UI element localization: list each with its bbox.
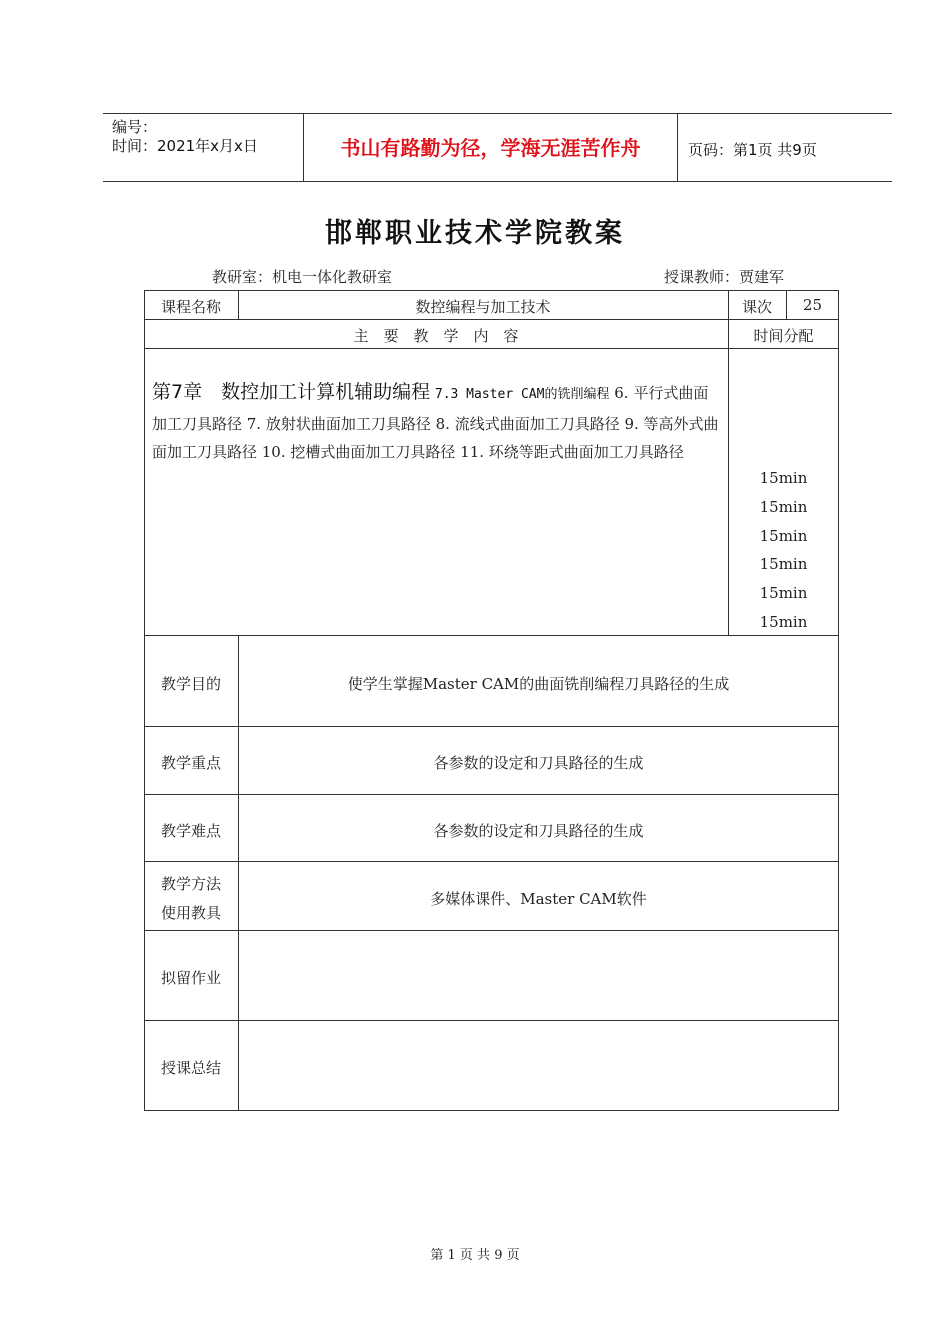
teaching-content <box>152 378 722 467</box>
difficulty-value: 各参数的设定和刀具路径的生成 <box>433 822 644 840</box>
chapter-title: 第7章 数控加工计算机辅助编程 <box>152 381 431 403</box>
homework-label: 拟留作业 <box>160 969 221 987</box>
row-rule-key-point <box>144 794 839 795</box>
course-name-label: 课程名称 <box>160 298 221 316</box>
department-label: 教研室：机电一体化教研室 <box>212 268 393 286</box>
time-item: 15min <box>759 526 808 545</box>
motto-banner: 书山有路勤为径，学海无涯苦作舟 <box>340 136 641 160</box>
time-item: 15min <box>759 612 808 631</box>
difficulty-label: 教学难点 <box>160 822 221 840</box>
session-label: 课次 <box>741 298 772 316</box>
time-item: 15min <box>759 555 808 574</box>
teacher-label: 授课教师：贾建军 <box>664 268 785 286</box>
col-rule-row-labels <box>238 635 239 1111</box>
course-name-value: 数控编程与加工技术 <box>415 298 551 316</box>
summary-label: 授课总结 <box>160 1059 221 1077</box>
time-allocation-header: 时间分配 <box>753 327 814 345</box>
time-item: 15min <box>759 584 808 603</box>
time-item: 15min <box>759 469 808 487</box>
key-point-label: 教学重点 <box>160 754 221 772</box>
header-divider-right <box>677 113 678 181</box>
session-number: 25 <box>802 296 823 314</box>
row-rule-objective <box>144 726 839 727</box>
page-footer: 第 1 页 共 9 页 <box>430 1248 520 1263</box>
time-allocation-list <box>728 464 839 637</box>
header-top-rule <box>103 113 892 114</box>
section-title: 7.3 Master CAM的铣削编程 <box>434 387 610 402</box>
key-point-value: 各参数的设定和刀具路径的生成 <box>433 754 644 772</box>
objective-label: 教学目的 <box>160 675 221 693</box>
page-indicator: 页码：第1页 共9页 <box>688 141 817 159</box>
method-label: 教学方法 <box>160 875 221 893</box>
row-rule-method <box>144 930 839 931</box>
row-rule-course <box>144 319 839 320</box>
main-content-header: 主 要 教 学 内 容 <box>353 327 519 345</box>
header-bottom-rule <box>103 181 892 182</box>
row-rule-homework <box>144 1020 839 1021</box>
time-item: 15min <box>759 497 808 516</box>
row-rule-content-header <box>144 348 839 349</box>
row-rule-difficulty <box>144 861 839 862</box>
page-title: 邯郸职业技术学院教案 <box>325 218 625 249</box>
content-body: 6. 平行式曲面加工刀具路径 7. 放射状曲面加工刀具路径 8. 流线式曲面加工刀具路径 9. 等高外式曲面加工刀具路径 10. 挖槽式曲面加工刀具路径 11. 环绕等距式曲面加工刀具路径 <box>152 384 719 461</box>
doc-time-label: 时间：2021年x月x日 <box>112 137 258 155</box>
tools-label: 使用教具 <box>160 904 221 922</box>
method-value: 多媒体课件、Master CAM软件 <box>430 890 647 908</box>
doc-number-label: 编号： <box>112 118 158 136</box>
objective-value: 使学生掌握Master CAM的曲面铣削编程刀具路径的生成 <box>347 675 730 693</box>
